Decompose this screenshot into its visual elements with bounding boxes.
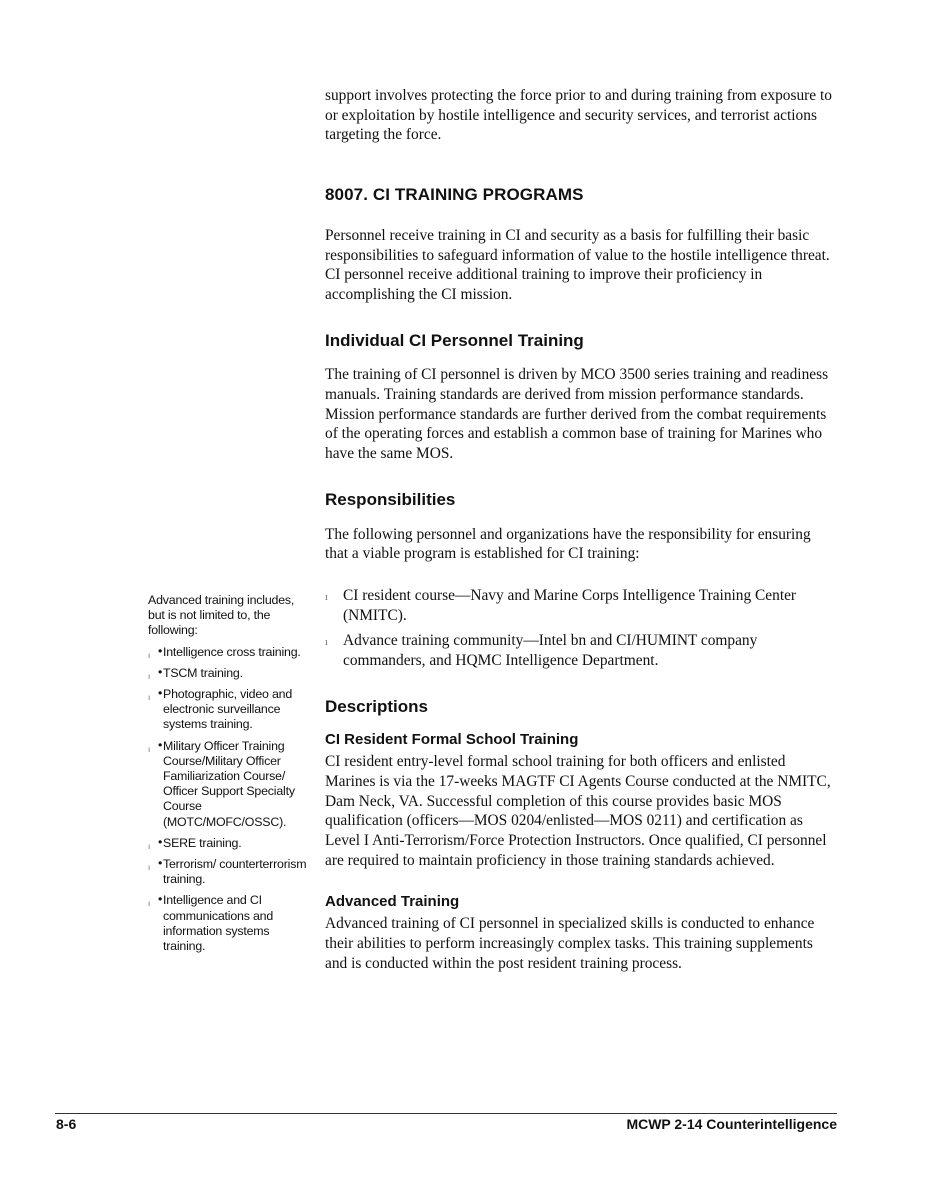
individual-paragraph: The training of CI personnel is driven by MCO 3500 series training and readiness manuals. Training standards are derived from mission performance standards. Mission performance standards are further derived from the combat requirements of the operating forces and establish a common base of training for Marines who have the same MOS. <box>325 366 829 463</box>
bullet-mark: ı <box>148 899 151 909</box>
bullet-mark: ı <box>148 671 151 681</box>
intro-paragraph: support involves protecting the force prior to and during training from exposure to or exploitation by hostile intelligence and security services, and terrorist actions targeting the force. <box>325 87 832 144</box>
main-column <box>325 86 835 973</box>
descriptions-heading: Descriptions <box>325 696 428 716</box>
list-item <box>325 586 835 625</box>
bullet-dot: • <box>158 834 163 849</box>
bullet-dot: • <box>158 737 163 752</box>
resident-paragraph: CI resident entry-level formal school training for both officers and enlisted Marines is via the 17-weeks MAGTF CI Agents Course conducted at the NMITC, Dam Neck, VA. Successful completion of this course provides basic MOS qualification (officers—MOS 0204/enlisted—MOS 0211) and certification as Level I Anti-Terrorism/Force Protection Instructors. Once qualified, CI personnel are required to maintain proficiency in those training standards achieved. <box>325 753 831 869</box>
publication-title: MCWP 2-14 Counterintelligence <box>626 1116 837 1132</box>
bullet-mark: ı <box>148 650 151 660</box>
list-item-text: SERE training. <box>163 835 242 850</box>
responsibilities-list <box>325 586 835 671</box>
resident-heading: CI Resident Formal School Training <box>325 731 579 749</box>
footer-divider <box>55 1113 837 1114</box>
bullet-dot: • <box>158 664 163 679</box>
sidebar-intro: Advanced training includes, but is not limited to, the following: <box>148 593 295 638</box>
list-item-text: Intelligence and CI communications and information systems training. <box>163 893 274 954</box>
advanced-heading: Advanced Training <box>325 893 460 911</box>
page-number: 8-6 <box>56 1116 77 1132</box>
individual-heading: Individual CI Personnel Training <box>325 330 584 350</box>
list-item-text: Military Officer Training Course/Military Officer Familiarization Course/ Officer Support Specialty Course (MOTC/MOFC/OSSC). <box>163 738 295 829</box>
bullet-mark: ı <box>325 637 328 649</box>
list-item-text: Advance training community—Intel bn and CI/HUMINT company commanders, and HQMC Intelligence Department. <box>343 632 758 670</box>
responsibilities-paragraph: The following personnel and organizations have the responsibility for ensuring that a viable program is established for CI training: <box>325 525 811 563</box>
bullet-dot: • <box>158 643 163 658</box>
bullet-mark: ı <box>148 744 151 754</box>
list-item-text: TSCM training. <box>163 665 243 680</box>
bullet-mark: ı <box>325 591 328 603</box>
sidebar-list <box>148 645 308 955</box>
list-item <box>148 739 308 830</box>
section-heading: 8007. CI TRAINING PROGRAMS <box>325 185 584 205</box>
responsibilities-heading: Responsibilities <box>325 489 456 509</box>
list-item-text: Intelligence cross training. <box>163 644 301 659</box>
bullet-mark: ı <box>148 841 151 851</box>
list-item <box>325 631 835 670</box>
bullet-dot: • <box>158 856 163 871</box>
list-item <box>148 666 308 681</box>
section-paragraph: Personnel receive training in CI and security as a basis for fulfilling their basic responsibilities to safeguard information of value to the hostile intelligence threat. CI personnel receive additional training to improve their proficiency in accomplishing the CI mission. <box>325 226 830 303</box>
list-item <box>148 836 308 851</box>
bullet-mark: ı <box>148 863 151 873</box>
sidebar-note <box>148 593 308 954</box>
advanced-paragraph: Advanced training of CI personnel in specialized skills is conducted to enhance their abilities to perform increasingly complex tasks. This training supplements and is conducted within the post resident training process. <box>325 915 815 972</box>
list-item-text: Terrorism/ counterterrorism training. <box>163 857 307 887</box>
list-item <box>148 893 308 954</box>
bullet-dot: • <box>158 892 163 907</box>
list-item-text: Photographic, video and electronic surveillance systems training. <box>163 687 293 732</box>
list-item <box>148 645 308 660</box>
list-item <box>148 857 308 887</box>
list-item-text: CI resident course—Navy and Marine Corps Intelligence Training Center (NMITC). <box>343 586 797 624</box>
bullet-dot: • <box>158 686 163 701</box>
bullet-mark: ı <box>148 693 151 703</box>
list-item <box>148 687 308 733</box>
